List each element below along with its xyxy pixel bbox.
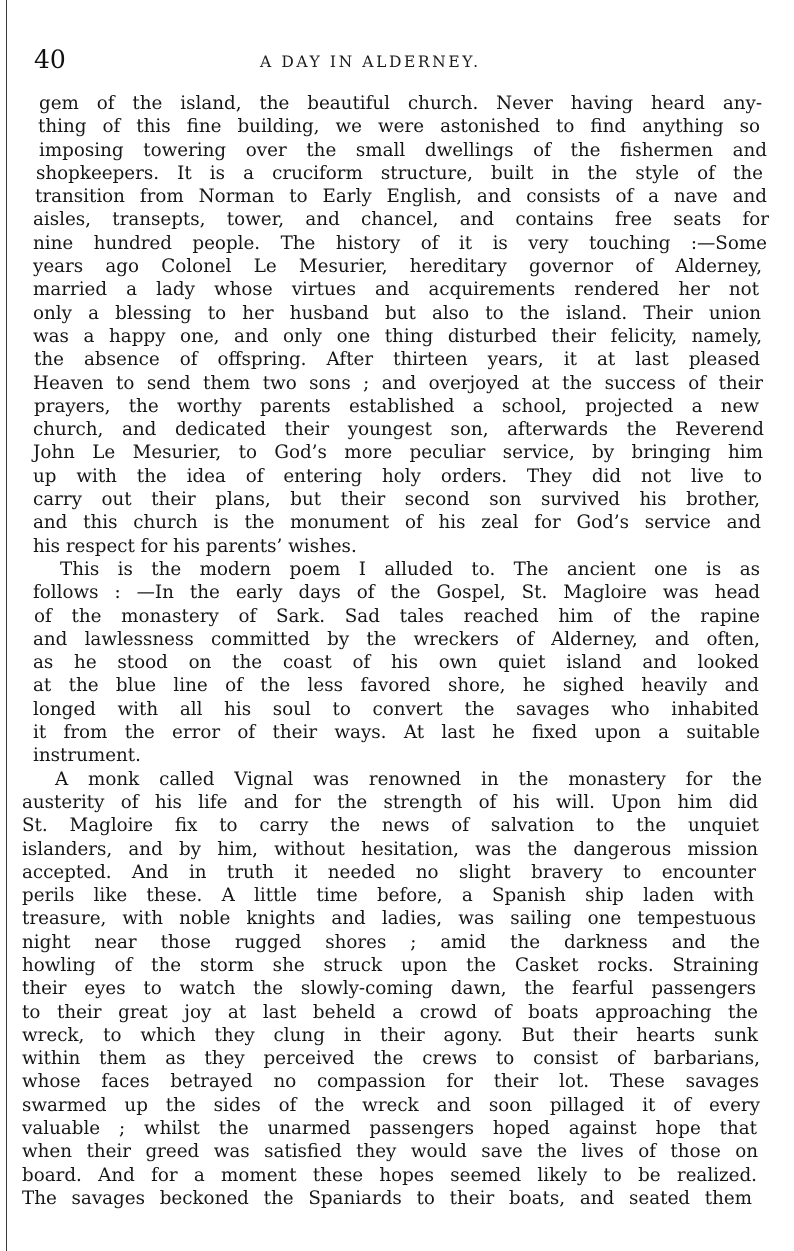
text-line: night near those rugged shores ; amid the darkness and the xyxy=(22,931,760,953)
text-line: church, and dedicated their youngest son, afterwards the Reverend xyxy=(33,419,764,441)
text-line: John Le Mesurier, to God’s more peculiar service, by bringing him xyxy=(33,442,763,464)
body-text xyxy=(22,92,769,1210)
text-line: their eyes to watch the slowly-coming dawn, the fearful passengers xyxy=(22,978,756,1000)
text-line: gem of the island, the beautiful church. Never having heard any- xyxy=(39,93,762,114)
text-line: prayers, the worthy parents established a school, projected a new xyxy=(34,395,759,417)
text-line: of the monastery of Sark. Sad tales reached him of the rapine xyxy=(34,605,760,627)
text-line: accepted. And in truth it needed no slight bravery to encounter xyxy=(22,861,756,883)
page-number: 40 xyxy=(34,45,66,74)
text-line: valuable ; whilst the unarmed passengers hoped against hope that xyxy=(22,1118,757,1140)
text-line: carry out their plans, but their second son survived his brother, xyxy=(33,489,760,511)
text-line: board. And for a moment these hopes seemed likely to be realized. xyxy=(22,1164,757,1186)
text-line: islanders, and by him, without hesitation, was the dangerous mission xyxy=(22,838,758,860)
text-line: was a happy one, and only one thing disturbed their felicity, namely, xyxy=(33,325,762,347)
text-line: years ago Colonel Le Mesurier, hereditary governor of Alderney, xyxy=(33,256,762,278)
text-line: at the blue line of the less favored shore, he sighed heavily and xyxy=(33,675,759,697)
text-line: nine hundred people. The history of it is very touching :—Some xyxy=(33,232,767,254)
text-line: howling of the storm she struck upon the Casket rocks. Straining xyxy=(22,954,759,976)
running-head xyxy=(34,45,754,75)
text-line: within them as they perceived the crews to consist of barbarians, xyxy=(22,1048,760,1070)
text-line: as he stood on the coast of his own quiet island and looked xyxy=(33,652,759,674)
text-line: the absence of offspring. After thirteen years, it at last pleased xyxy=(34,349,760,371)
text-line: it from the error of their ways. At last he fixed upon a suitable xyxy=(33,722,760,744)
text-line: aisles, transepts, tower, and chancel, and contains free seats for xyxy=(33,209,769,231)
text-line: shopkeepers. It is a cruciform structure, built in the style of the xyxy=(36,162,763,184)
text-line: St. Magloire fix to carry the news of salvation to the unquiet xyxy=(22,815,759,837)
text-line: instrument. xyxy=(33,745,141,767)
text-line: This is the modern poem I alluded to. The ancient one is as xyxy=(60,558,760,580)
text-line: The savages beckoned the Spaniards to their boats, and seated them xyxy=(22,1187,752,1209)
text-line: when their greed was satisfied they would save the lives of those on xyxy=(22,1141,758,1163)
text-line: longed with all his soul to convert the savages who inhabited xyxy=(33,698,759,720)
text-line: perils like these. A little time before, a Spanish ship laden with xyxy=(22,885,754,907)
page-edge-rule xyxy=(6,0,7,1251)
text-line: married a lady whose virtues and acquirements rendered her not xyxy=(33,279,759,301)
text-line: his respect for his parents’ wishes. xyxy=(33,535,357,557)
text-line: imposing towering over the small dwellings of the fishermen and xyxy=(39,139,767,161)
text-line: up with the idea of entering holy orders. They did not live to xyxy=(33,465,762,487)
text-line: to their great joy at last beheld a crowd of boats approaching the xyxy=(22,1001,758,1023)
text-line: whose faces betrayed no compassion for their lot. These savages xyxy=(22,1071,759,1093)
text-line: and lawlessness committed by the wreckers of Alderney, and often, xyxy=(33,628,760,650)
text-line: thing of this fine building, we were astonished to find anything so xyxy=(38,116,760,138)
running-title: A DAY IN ALDERNEY. xyxy=(260,53,481,71)
text-line: Heaven to send them two sons ; and overjoyed at the success of their xyxy=(33,372,763,394)
text-line: swarmed up the sides of the wreck and soon pillaged it of every xyxy=(22,1094,760,1116)
text-line: A monk called Vignal was renowned in the monastery for the xyxy=(55,768,762,790)
text-line: and this church is the monument of his zeal for God’s service and xyxy=(33,512,761,534)
text-line: wreck, to which they clung in their agony. But their hearts sunk xyxy=(22,1024,758,1046)
text-line: austerity of his life and for the strength of his will. Upon him did xyxy=(22,791,758,813)
text-line: transition from Norman to Early English, and consists of a nave and xyxy=(35,186,767,208)
text-line: only a blessing to her husband but also to the island. Their union xyxy=(33,302,761,324)
text-line: treasure, with noble knights and ladies, was sailing one tempestuous xyxy=(22,908,756,930)
text-line: follows : —In the early days of the Gospel, St. Magloire was head xyxy=(33,582,760,604)
